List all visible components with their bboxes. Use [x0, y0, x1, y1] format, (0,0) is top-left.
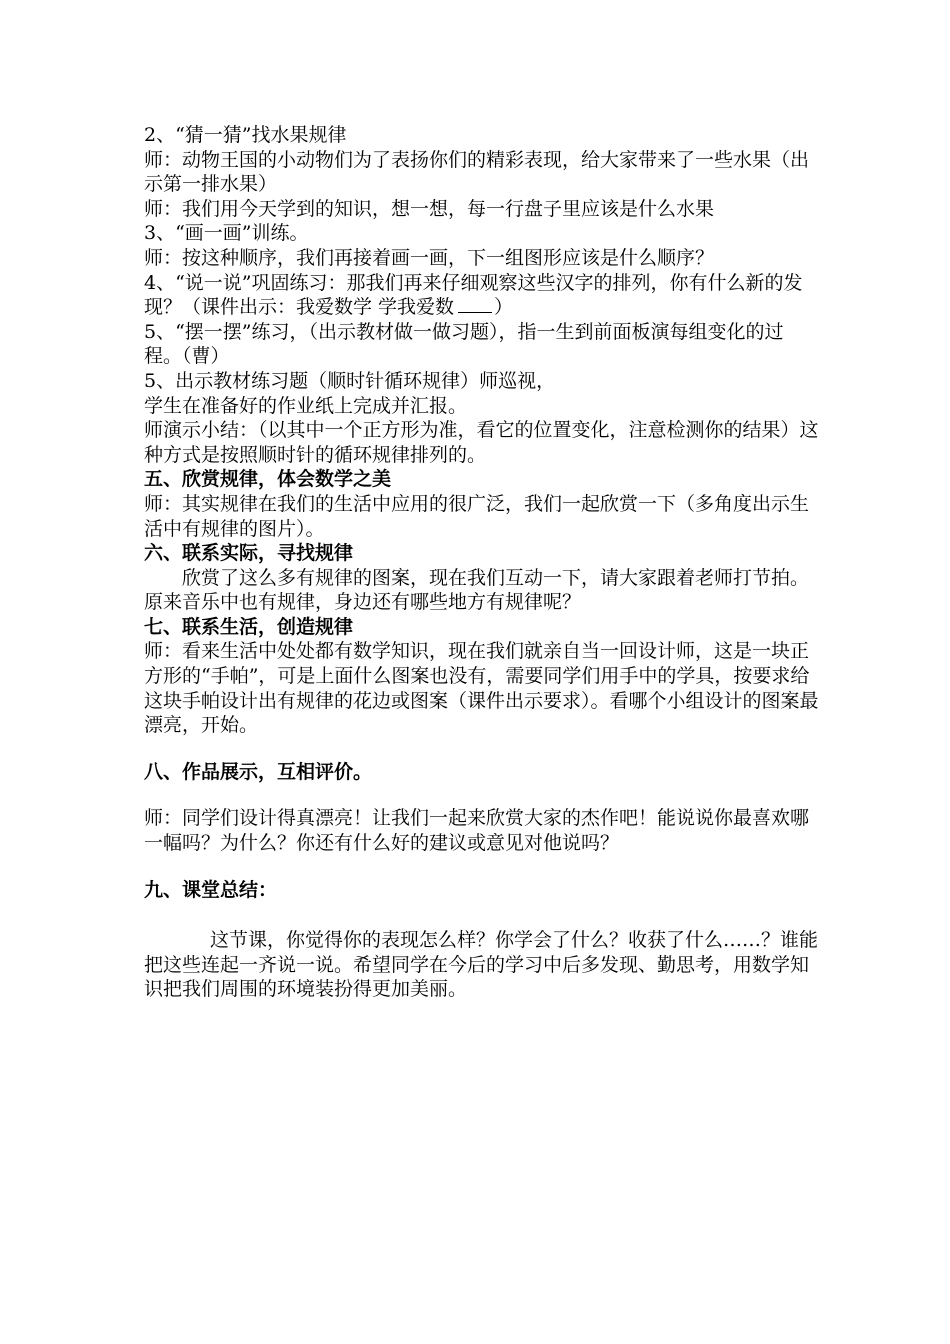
document-body: [144, 123, 820, 1002]
paragraph-say-practice: [144, 271, 820, 320]
paragraph-animal-kingdom: 师：动物王国的小动物们为了表扬你们的精彩表现，给大家带来了一些水果（出示第一排水果）: [144, 148, 810, 196]
section-heading-7: 七、联系生活，创造规律: [144, 615, 354, 638]
paragraph-student-report: 学生在准备好的作业纸上完成并汇报。: [144, 394, 468, 417]
fill-in-blank: [458, 296, 492, 313]
paragraph-teacher-summary: 师演示小结：（以其中一个正方形为准，看它的位置变化，注意检测你的结果）这种方式是按照顺时针的循环规律排列的。: [144, 419, 819, 466]
paragraph-draw-order: 师：按这种顺序，我们再接着画一画，下一组图形应该是什么顺序？: [144, 246, 715, 269]
paragraph-think-fruit: 师：我们用今天学到的知识，想一想，每一行盘子里应该是什么水果: [144, 197, 715, 220]
paragraph-guess-fruit: 2、“猜一猜”找水果规律: [144, 124, 347, 146]
section-heading-5: 五、欣赏规律，体会数学之美: [144, 468, 392, 491]
paragraph-draw-training: 3、“画一画”训练。: [144, 222, 309, 245]
say-practice-text: 4、“说一说”巩固练习：那我们再来仔细观察这些汉字的排列，你有什么新的发现？（课件出示：我爱数学 学我爱数: [144, 271, 803, 319]
section-heading-6: 六、联系实际，寻找规律: [144, 542, 354, 565]
section-text-6: 欣赏了这么多有规律的图案，现在我们互动一下，请大家跟着老师打节拍。原来音乐中也有规律，身边还有哪些地方有规律呢？: [144, 566, 810, 614]
section-text-7: 师：看来生活中处处都有数学知识，现在我们就亲自当一回设计师，这是一块正方形的“手帕”，可是上面什么图案也没有，需要同学们用手中的学具，按要求给这块手帕设计出有规律的花边或图案（课件出示要求）。看哪个小组设计的图案最漂亮，开始。: [144, 640, 819, 737]
section-heading-8: 八、作品展示，互相评价。: [144, 760, 373, 783]
section-text-8: 师：同学们设计得真漂亮！让我们一起来欣赏大家的杰作吧！能说说你最喜欢哪一幅吗？为什么？你还有什么好的建议或意见对他说吗？: [144, 807, 810, 855]
section-text-5: 师：其实规律在我们的生活中应用的很广泛，我们一起欣赏一下（多角度出示生活中有规律的图片）。: [144, 492, 810, 540]
say-practice-close: ）: [494, 296, 514, 319]
section-heading-9: 九、课堂总结：: [144, 878, 278, 901]
paragraph-arrange-practice: 5、“摆一摆”练习，（出示教材做一做习题），指一生到前面板演每组变化的过程。（曹）: [144, 320, 784, 368]
section-text-9: 这节课，你觉得你的表现怎么样？你学会了什么？收获了什么……？谁能把这些连起一齐说一说。希望同学在今后的学习中后多发现、勤思考，用数学知识把我们周围的环境装扮得更加美丽。: [144, 929, 819, 1001]
paragraph-textbook-exercise: 5、出示教材练习题（顺时针循环规律）师巡视，: [144, 369, 556, 392]
